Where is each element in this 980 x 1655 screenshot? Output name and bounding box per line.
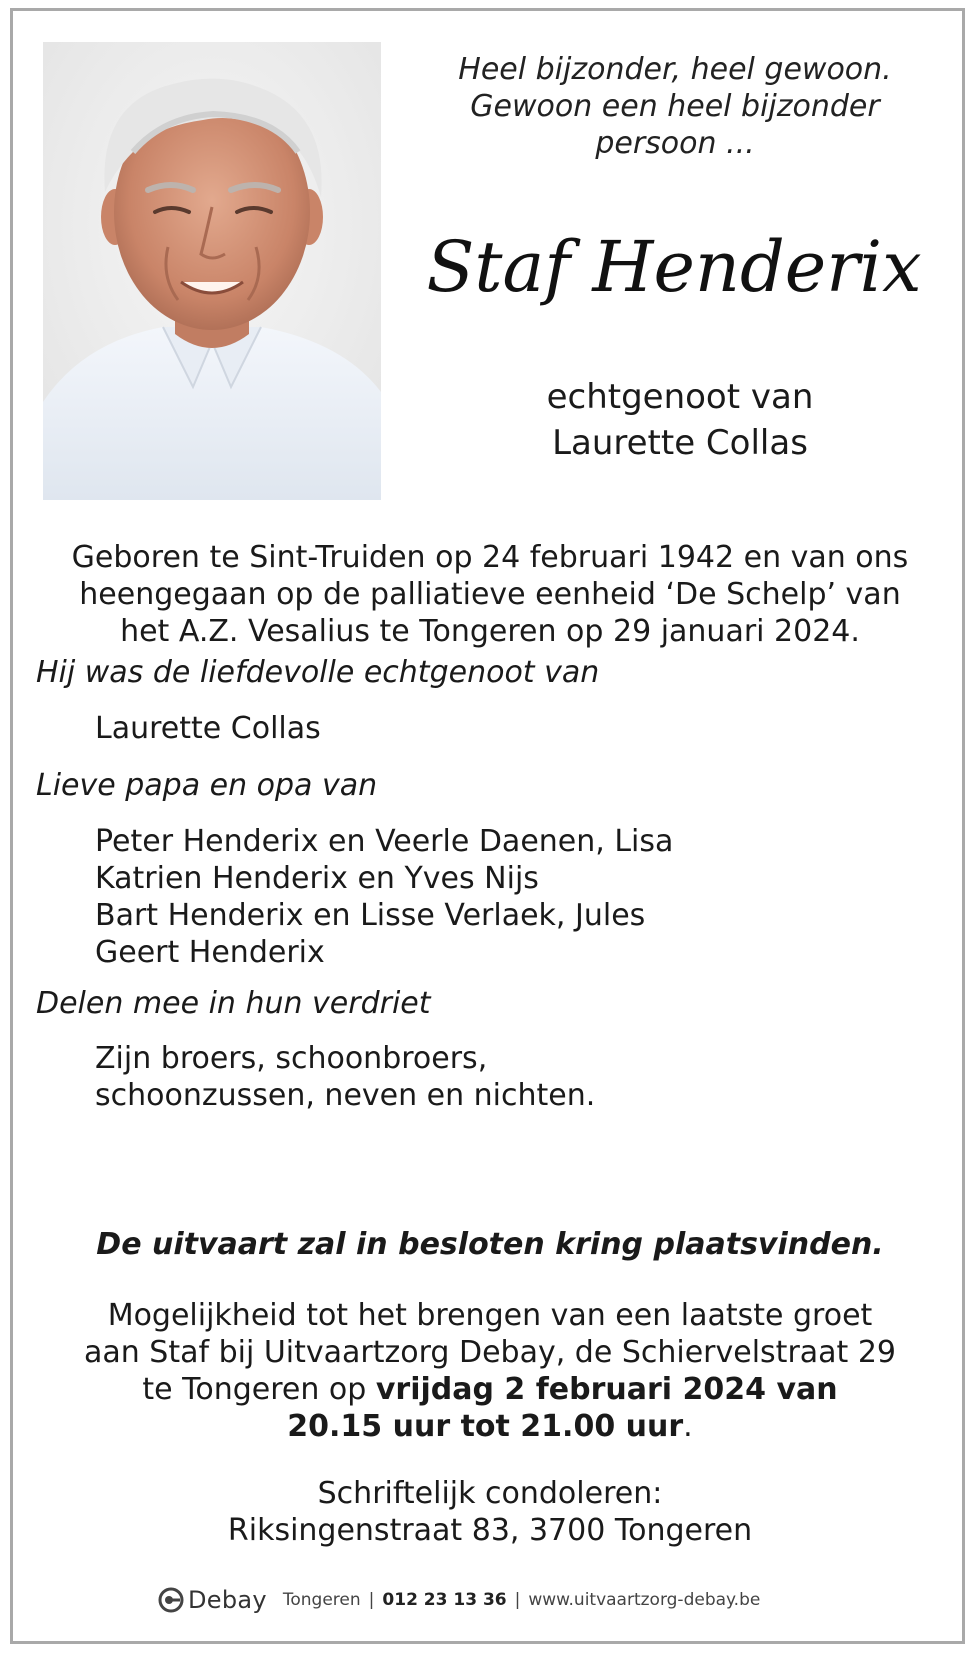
list-item: Peter Henderix en Veerle Daenen, Lisa bbox=[95, 824, 674, 859]
visitation-info bbox=[20, 1297, 960, 1445]
condolence-address: Riksingenstraat 83, 3700 Tongeren bbox=[227, 1513, 753, 1548]
visitation-line: aan Staf bij Uitvaartzorg Debay, de Schiervelstraat 29 bbox=[83, 1335, 897, 1370]
mourners-list bbox=[95, 1040, 595, 1114]
funeral-notice: De uitvaart zal in besloten kring plaatsvinden. bbox=[96, 1227, 884, 1262]
memorial-quote bbox=[405, 51, 945, 162]
spouse-intro bbox=[420, 374, 940, 466]
visitation-line: Mogelijkheid tot het brengen van een laatste groet bbox=[107, 1298, 873, 1333]
quote-line: persoon ... bbox=[595, 126, 755, 161]
visitation-period: . bbox=[683, 1409, 693, 1444]
footer-website-link[interactable]: www.uitvaartzorg-debay.be bbox=[528, 1590, 761, 1610]
deceased-name: Staf Henderix bbox=[426, 226, 922, 308]
portrait-photo bbox=[43, 42, 381, 500]
visitation-text: te Tongeren op bbox=[142, 1372, 376, 1407]
condolence-label: Schriftelijk condoleren: bbox=[317, 1476, 663, 1511]
quote-line: Gewoon een heel bijzonder bbox=[470, 89, 880, 124]
birth-death-info bbox=[30, 539, 950, 650]
list-item: Geert Henderix bbox=[95, 935, 325, 970]
visitation-date: vrijdag 2 februari 2024 van bbox=[375, 1372, 838, 1407]
list-item: Zijn broers, schoonbroers, bbox=[95, 1041, 488, 1076]
spouse-list bbox=[95, 710, 321, 747]
birth-death-line: heengegaan op de palliatieve eenheid ‘De Schelp’ van bbox=[79, 577, 901, 612]
section-heading-spouse: Hij was de liefdevolle echtgenoot van bbox=[36, 655, 600, 690]
birth-death-line: het A.Z. Vesalius te Tongeren op 29 januari 2024. bbox=[120, 614, 860, 649]
condolence-info bbox=[20, 1475, 960, 1549]
footer-town: Tongeren bbox=[282, 1590, 361, 1610]
quote-line: Heel bijzonder, heel gewoon. bbox=[458, 52, 892, 87]
children-list bbox=[95, 823, 673, 971]
footer-separator: | bbox=[514, 1590, 521, 1610]
list-item: Bart Henderix en Lisse Verlaek, Jules bbox=[95, 898, 646, 933]
footer-phone[interactable]: 012 23 13 36 bbox=[382, 1590, 507, 1610]
visitation-line bbox=[20, 1408, 960, 1445]
section-heading-children: Lieve papa en opa van bbox=[36, 768, 378, 803]
spouse-intro-label: echtgenoot van bbox=[546, 377, 814, 417]
section-heading-mourners: Delen mee in hun verdriet bbox=[36, 986, 431, 1021]
footer-brand: Debay bbox=[188, 1586, 267, 1614]
list-item: Laurette Collas bbox=[95, 711, 321, 746]
list-item: Katrien Henderix en Yves Nijs bbox=[95, 861, 539, 896]
birth-death-line: Geboren te Sint-Truiden op 24 februari 1942 en van ons bbox=[71, 540, 909, 575]
footer-separator: | bbox=[368, 1590, 375, 1610]
spouse-intro-name: Laurette Collas bbox=[552, 423, 808, 463]
footer bbox=[158, 1582, 760, 1618]
visitation-time: 20.15 uur tot 21.00 uur bbox=[287, 1409, 684, 1444]
debay-logo-icon bbox=[158, 1587, 184, 1613]
visitation-line bbox=[20, 1371, 960, 1408]
list-item: schoonzussen, neven en nichten. bbox=[95, 1078, 596, 1113]
